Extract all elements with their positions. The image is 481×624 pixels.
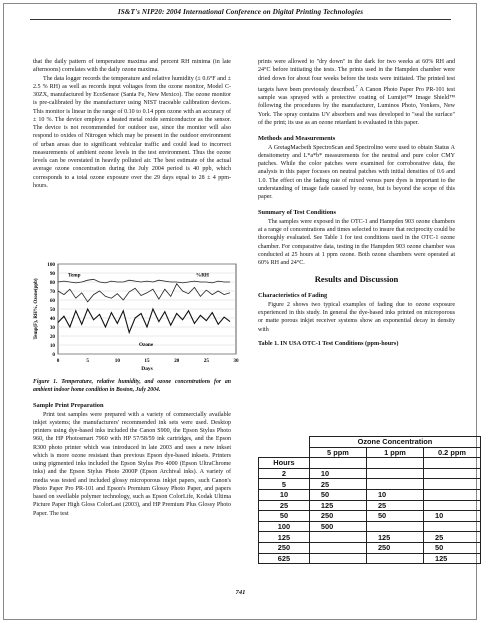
table-cell-value xyxy=(423,489,480,500)
chart-svg xyxy=(30,258,240,378)
table-cell-value: 10 xyxy=(309,468,366,479)
paragraph-prints-text-2: A Canon Photo Paper Pro PR-101 test sample was sprayed with a protective coating of Lumijet™ Image Shield™ following the procedures by the manufacturer, Luminos Photo, Yonkers, New York. The spray contains UV absorbers and was developed to "seal the surface" of the print; its use as an ozone retardant is evaluated in this paper. xyxy=(258,86,456,126)
y-tick-label: 100 xyxy=(47,262,55,268)
series-label: %RH xyxy=(196,272,209,279)
paragraph-prints xyxy=(258,58,455,127)
table-row xyxy=(259,500,481,511)
y-tick-label: 0 xyxy=(52,352,55,358)
table-cell-value xyxy=(366,479,423,490)
table-conc-header: 5 ppm xyxy=(309,447,366,458)
left-column-bottom xyxy=(33,379,231,518)
table-cell-value xyxy=(366,468,423,479)
x-axis-label: Days xyxy=(141,366,153,372)
running-header: IS&T's NIP20: 2004 International Conference on Digital Printing Technologies xyxy=(117,8,364,16)
paragraph-continued: that the daily pattern of temperature maxima and percent RH minima (in late afternoons) correlates with the daily ozone maxima. xyxy=(33,59,231,74)
table-cell-value: 25 xyxy=(366,500,423,511)
table-conc-header: 0.2 ppm xyxy=(423,447,480,458)
table-cell-value: 25 xyxy=(423,532,480,543)
table-cell-value: 250 xyxy=(309,511,366,522)
table-cell-value: 25 xyxy=(309,479,366,490)
table-cell-hours: 2 xyxy=(259,468,310,479)
table-cell-value xyxy=(309,542,366,553)
right-column xyxy=(258,58,455,348)
page-number: 741 xyxy=(235,589,246,596)
paragraph-data-logger: The data logger records the temperature and relative humidity (± 0.6°F and ± 2.5 % RH) as well as records input voltages from the ozone monitor, Model C-30ZX, manufactured by EcoSensor (Santa Fe, New Mexico). The ozone monitor is pre-calibrated by the manufacturer using NIST traceable calibration devices. This monitor is linear in the range of 0.10 to 0.14 ppm ozone with an accuracy of ± 10 %. The device employs a heated metal oxide semiconductor as the sensor. The device is not recommended for outdoor use, since the monitor will also respond to oxides of Nitrogen which may be present in the outdoor environment of urban areas due to significant vehicular traffic and could lead to incorrect measurements of ambient ozone levels in the test environment. Thus the ozone levels can be overstated in heavily polluted air. The best estimate of the actual average ozone concentration during the July 2004 period is 40 ppb, which corresponds to a total ozone exposure over the 29 days equal to 28 ± 4 ppm-hours. xyxy=(33,75,231,189)
heading-summary: Summary of Test Conditions xyxy=(258,209,336,217)
x-tick-label: 25 xyxy=(203,358,209,364)
x-tick-label: 20 xyxy=(174,358,180,364)
table-1 xyxy=(258,436,481,564)
y-tick-label: 60 xyxy=(49,298,55,304)
figure-1-caption: Figure 1. Temperature, relative humidity, and ozone concentrations for an ambient indoor home condition in Boston, July 2004. xyxy=(33,379,231,393)
table-cell-value xyxy=(423,468,480,479)
table-row xyxy=(259,489,481,500)
table-cell-value xyxy=(366,553,423,564)
table-cell-hours: 125 xyxy=(259,532,310,543)
header-rule xyxy=(30,19,451,20)
table-cell-hours: 625 xyxy=(259,553,310,564)
table-1-title: Table 1. IN USA OTC-1 Test Conditions (ppm-hours) xyxy=(258,339,399,347)
table-cell-hours: 10 xyxy=(259,489,310,500)
y-tick-label: 20 xyxy=(49,334,55,340)
x-tick-label: 30 xyxy=(233,358,239,364)
x-tick-label: 10 xyxy=(114,358,120,364)
heading-sample-print-preparation: Sample Print Preparation xyxy=(33,402,104,410)
table-cell-value: 50 xyxy=(309,489,366,500)
y-tick-label: 10 xyxy=(49,343,55,349)
table-cell-value: 125 xyxy=(309,500,366,511)
y-axis-label: Temp(F), RH%, Ozone(ppb) xyxy=(34,278,39,340)
table-cell-value: 10 xyxy=(423,511,480,522)
table-cell-value xyxy=(309,553,366,564)
table-cell-value xyxy=(423,500,480,511)
table-cell-value: 250 xyxy=(366,542,423,553)
table-cell-value xyxy=(423,479,480,490)
figure-1-chart xyxy=(30,258,240,378)
paragraph-prints-text: prints were allowed to "dry down" in the dark for two weeks at 60% RH and 24°C before initiating the tests. The prints used in the Hampden chamber were dried down for about four weeks before the tests were initiated. The printed test targets have been previously described. xyxy=(258,59,455,93)
x-tick-label: 0 xyxy=(56,358,60,364)
paragraph-methods: A GretagMacbeth SpectroScan and Spectrolino were used to obtain Status A densitometry and L*a*b* measurements for the neutral and pure color CMY patches. While the color patches were examined for corroborative data, the analysis in this paper focuses on neutral patches with initial densities of 0.6 and 1.0. The effect on the fading rate of mixed versus pure dyes is important to the understanding of image fade caused by ozone, but is beyond the scope of this paper. xyxy=(258,144,455,201)
left-column-top xyxy=(33,58,231,190)
table-conc-header: 1 ppm xyxy=(366,447,423,458)
reference-7: 7 xyxy=(355,83,358,89)
paragraph-summary: The samples were exposed in the OTC-1 and Hampden 903 ozone chambers at a range of concentrations and times selected to insure that reciprocity could be thoroughly evaluated. See Table 1 for test conditions used in the OTC-1 ozone chamber. For comparative data, testing in the Hampden 903 ozone chamber was conducted at 25 hours at 1 ppm ozone. Both ozone chambers were operated at 60% RH and 24°C. xyxy=(258,218,455,267)
y-tick-label: 40 xyxy=(49,316,55,322)
table-row xyxy=(259,521,481,532)
heading-characteristics: Characteristics of Fading xyxy=(258,292,328,300)
table-subheader-row xyxy=(259,447,481,458)
table-cell-value: 10 xyxy=(366,489,423,500)
table-cell-hours: 50 xyxy=(259,511,310,522)
table-cell-hours: 250 xyxy=(259,542,310,553)
table-row xyxy=(259,468,481,479)
table-cell-value xyxy=(309,532,366,543)
table-cell-value xyxy=(366,521,423,532)
paragraph-characteristics: Figure 2 shows two typical examples of fading due to ozone exposure experienced in this study. In general the dye-based inks printed on microporous or matte porous inkjet receiver systems show an exponential decay in density with xyxy=(258,301,455,333)
table-row xyxy=(259,532,481,543)
table-row xyxy=(259,511,481,522)
table-cell-value: 50 xyxy=(366,511,423,522)
table-row xyxy=(259,542,481,553)
table-row xyxy=(259,553,481,564)
table-hours-header: Hours xyxy=(259,458,310,469)
table-cell-hours: 100 xyxy=(259,521,310,532)
series-label: Temp xyxy=(68,272,81,279)
table-header-row xyxy=(259,437,481,448)
table-hours-header-row xyxy=(259,458,481,469)
series-label: Ozone xyxy=(139,341,154,348)
table-row xyxy=(259,479,481,490)
x-tick-label: 5 xyxy=(86,358,89,364)
y-tick-label: 80 xyxy=(49,280,55,286)
heading-methods: Methods and Measurements xyxy=(258,135,336,143)
x-tick-label: 15 xyxy=(144,358,150,364)
heading-results: Results and Discussion xyxy=(314,274,399,285)
paragraph-sample-prep: Print test samples were prepared with a variety of commercially available inkjet systems; the manufacturers' recommended ink sets were used. Desktop printers using dye-based inks included the Canon S900, the Epson Stylus Photo 960, the HP Photosmart 7960 with HP 57/58/59 ink cartridges, and the Epson R300 photo printer which was introduced in late 2003 and uses a new inkset which is more ozone resistant than previous Epson dye-based inksets. Printers using pigmented inks included the Epson Stylus Pro 4000 (Epson UltraChrome inks) and the Epson Stylus Photo 2000P (Epson Archival inks). A variety of media was tested and included glossy microporous inkjet papers, such Canon's Photo Paper Pro PR-101 and Epson's Premium Glossy Photo Paper, and papers based on swellable polymer technology, such as Epson ColorLife, Kodak Ultima Picture Paper High Gloss ColorLast (2003), and HP Premium Plus Glossy Photo Paper. The test xyxy=(33,411,231,517)
y-tick-label: 70 xyxy=(49,289,55,295)
table-cell-value xyxy=(423,521,480,532)
y-tick-label: 90 xyxy=(49,271,55,277)
y-tick-label: 30 xyxy=(49,325,55,331)
table-cell-value: 125 xyxy=(366,532,423,543)
table-cell-value: 125 xyxy=(423,553,480,564)
y-tick-label: 50 xyxy=(49,307,55,313)
table-ozone-header: Ozone Concentration xyxy=(309,437,480,448)
table-cell-value: 500 xyxy=(309,521,366,532)
table-cell-hours: 5 xyxy=(259,479,310,490)
table-cell-value: 50 xyxy=(423,542,480,553)
table-cell-hours: 25 xyxy=(259,500,310,511)
